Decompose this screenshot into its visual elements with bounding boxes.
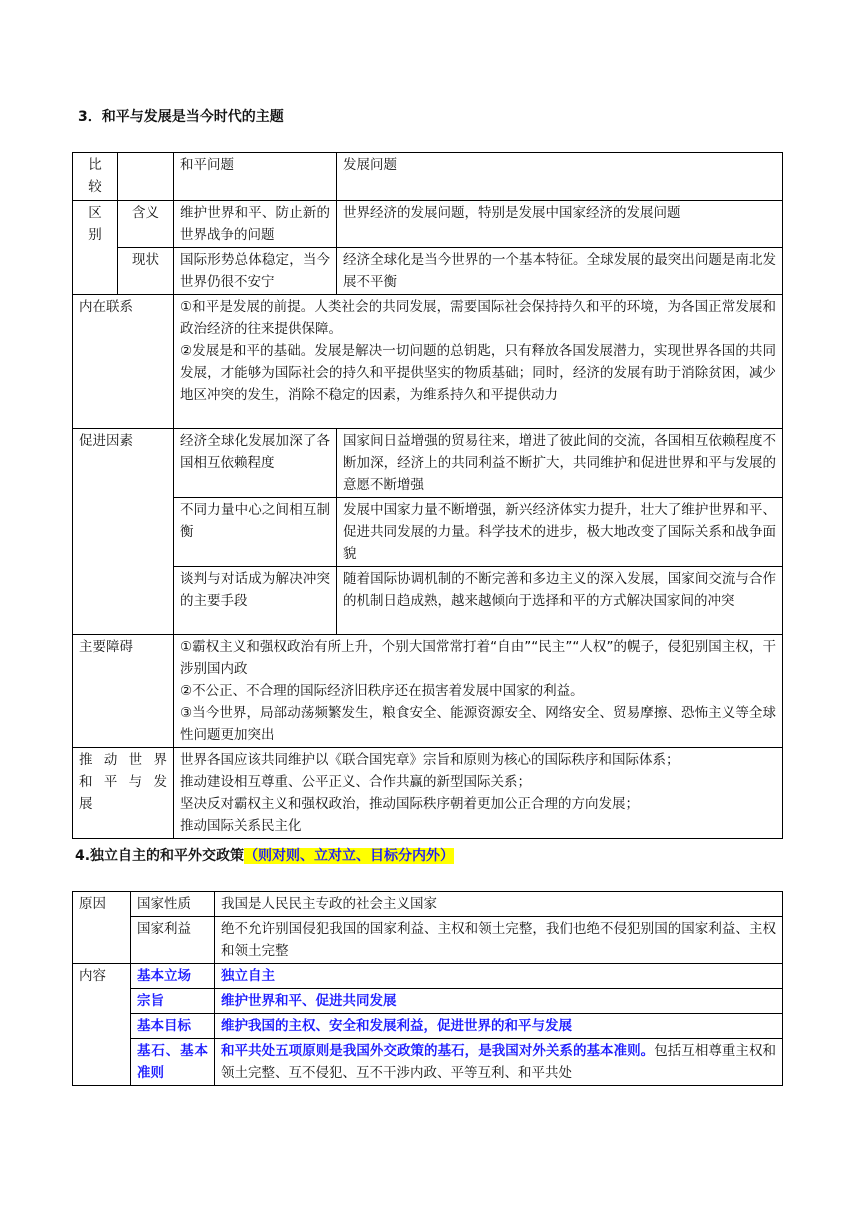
promoting-factors-label: 促进因素 bbox=[73, 429, 174, 635]
factor-description: 发展中国家力量不断增强，新兴经济体实力提升，壮大了维护世界和平、促进共同发展的力量。科学技术的进步，极大地改变了国际关系和战争面貌 bbox=[337, 498, 783, 567]
paragraph: ①和平是发展的前提。人类社会的共同发展，需要国际社会保持持久和平的环境，为各国正常发展和政治经济的往来提供保障。 bbox=[180, 299, 776, 337]
header-development: 发展问题 bbox=[337, 153, 783, 201]
paragraph: ③当今世界，局部动荡频繁发生，粮食安全、能源资源安全、网络安全、贸易摩擦、恐怖主义等全球性问题更加突出 bbox=[180, 705, 776, 743]
paragraph: 坚决反对霸权主义和强权政治，推动国际秩序朝着更加公正合理的方向发展； bbox=[180, 796, 639, 812]
main-obstacles-label: 主要障碍 bbox=[73, 635, 174, 748]
row-value: 维护世界和平、促进共同发展 bbox=[215, 989, 783, 1014]
promote-peace-label: 推动世界 和平与发 展 bbox=[73, 748, 174, 839]
table-header-row bbox=[73, 153, 783, 201]
factor-name: 经济全球化发展加深了各国相互依赖程度 bbox=[174, 429, 337, 498]
inner-connection-label: 内在联系 bbox=[73, 295, 174, 429]
row-value: 维护我国的主权、安全和发展利益，促进世界的和平与发展 bbox=[215, 1014, 783, 1039]
paragraph: 推动建设相互尊重、公平正义、合作共赢的新型国际关系； bbox=[180, 774, 531, 790]
table-row bbox=[73, 295, 783, 429]
section-4-title: 4.独立自主的和平外交政策（则对则、立对立、目标分内外） bbox=[75, 848, 455, 864]
table-row bbox=[73, 1039, 783, 1086]
peace-development-table bbox=[72, 152, 783, 839]
reason-label: 原因 bbox=[73, 892, 131, 964]
table-row bbox=[73, 964, 783, 989]
row-value: 和平共处五项原则是我国外交政策的基石，是我国对外关系的基本准则。包括互相尊重主权和领土完整、互不侵犯、互不干涉内政、平等互利、和平共处 bbox=[215, 1039, 783, 1086]
row-key: 基本目标 bbox=[131, 1014, 215, 1039]
header-empty bbox=[118, 153, 174, 201]
table-row bbox=[73, 1014, 783, 1039]
factor-name: 不同力量中心之间相互制衡 bbox=[174, 498, 337, 567]
table-row bbox=[73, 748, 783, 839]
inner-connection-content bbox=[174, 295, 783, 429]
row-key: 国家利益 bbox=[131, 917, 215, 964]
section-3-title: 3．和平与发展是当今时代的主题 bbox=[78, 109, 284, 125]
factor-description: 国家间日益增强的贸易往来，增进了彼此间的交流，各国相互依赖程度不断加深，经济上的共同利益不断扩大，共同维护和促进世界和平与发展的意愿不断增强 bbox=[337, 429, 783, 498]
foreign-policy-table bbox=[72, 891, 783, 1086]
meaning-label: 含义 bbox=[118, 201, 174, 248]
table-row bbox=[73, 917, 783, 964]
row-value: 绝不允许别国侵犯我国的国家利益、主权和领土完整，我们也绝不侵犯别国的国家利益、主权和领土完整 bbox=[215, 917, 783, 964]
paragraph: ②发展是和平的基础。发展是解决一切问题的总钥匙，只有释放各国发展潜力，实现世界各国的共同发展，才能够为国际社会的持久和平提供坚实的物质基础；同时，经济的发展有助于消除贫困，减少地区冲突的发生，消除不稳定的因素，为维系持久和平提供动力 bbox=[180, 343, 776, 403]
table-row bbox=[73, 248, 783, 295]
row-key: 基本立场 bbox=[131, 964, 215, 989]
factor-name: 谈判与对话成为解决冲突的主要手段 bbox=[174, 567, 337, 635]
highlighted-mnemonic: （则对则、立对立、目标分内外） bbox=[244, 848, 455, 864]
table-row bbox=[73, 567, 783, 635]
table-row bbox=[73, 635, 783, 748]
row-key: 基石、基本准则 bbox=[131, 1039, 215, 1086]
development-status: 经济全球化是当今世界的一个基本特征。全球发展的最突出问题是南北发展不平衡 bbox=[337, 248, 783, 295]
content-label: 内容 bbox=[73, 964, 131, 1086]
table-row bbox=[73, 892, 783, 917]
difference-label: 区别 bbox=[73, 201, 118, 295]
row-key: 国家性质 bbox=[131, 892, 215, 917]
status-label: 现状 bbox=[118, 248, 174, 295]
peace-meaning: 维护世界和平、防止新的世界战争的问题 bbox=[174, 201, 337, 248]
header-peace: 和平问题 bbox=[174, 153, 337, 201]
promote-peace-content bbox=[174, 748, 783, 839]
row-key: 宗旨 bbox=[131, 989, 215, 1014]
development-meaning: 世界经济的发展问题，特别是发展中国家经济的发展问题 bbox=[337, 201, 783, 248]
row-value: 独立自主 bbox=[215, 964, 783, 989]
table-row bbox=[73, 498, 783, 567]
paragraph: 世界各国应该共同维护以《联合国宪章》宗旨和原则为核心的国际秩序和国际体系； bbox=[180, 752, 680, 768]
peace-status: 国际形势总体稳定，当今世界仍很不安宁 bbox=[174, 248, 337, 295]
row-value: 我国是人民民主专政的社会主义国家 bbox=[215, 892, 783, 917]
paragraph: ②不公正、不合理的国际经济旧秩序还在损害着发展中国家的利益。 bbox=[180, 683, 584, 699]
paragraph: 推动国际关系民主化 bbox=[180, 818, 302, 834]
table-row bbox=[73, 201, 783, 248]
table-row bbox=[73, 429, 783, 498]
paragraph: ①霸权主义和强权政治有所上升，个别大国常常打着“自由”“民主”“人权”的幌子，侵犯别国主权，干涉别国内政 bbox=[180, 639, 776, 677]
header-compare: 比较 bbox=[73, 153, 118, 201]
factor-description: 随着国际协调机制的不断完善和多边主义的深入发展，国家间交流与合作的机制日趋成熟，越来越倾向于选择和平的方式解决国家间的冲突 bbox=[337, 567, 783, 635]
main-obstacles-content bbox=[174, 635, 783, 748]
table-row bbox=[73, 989, 783, 1014]
